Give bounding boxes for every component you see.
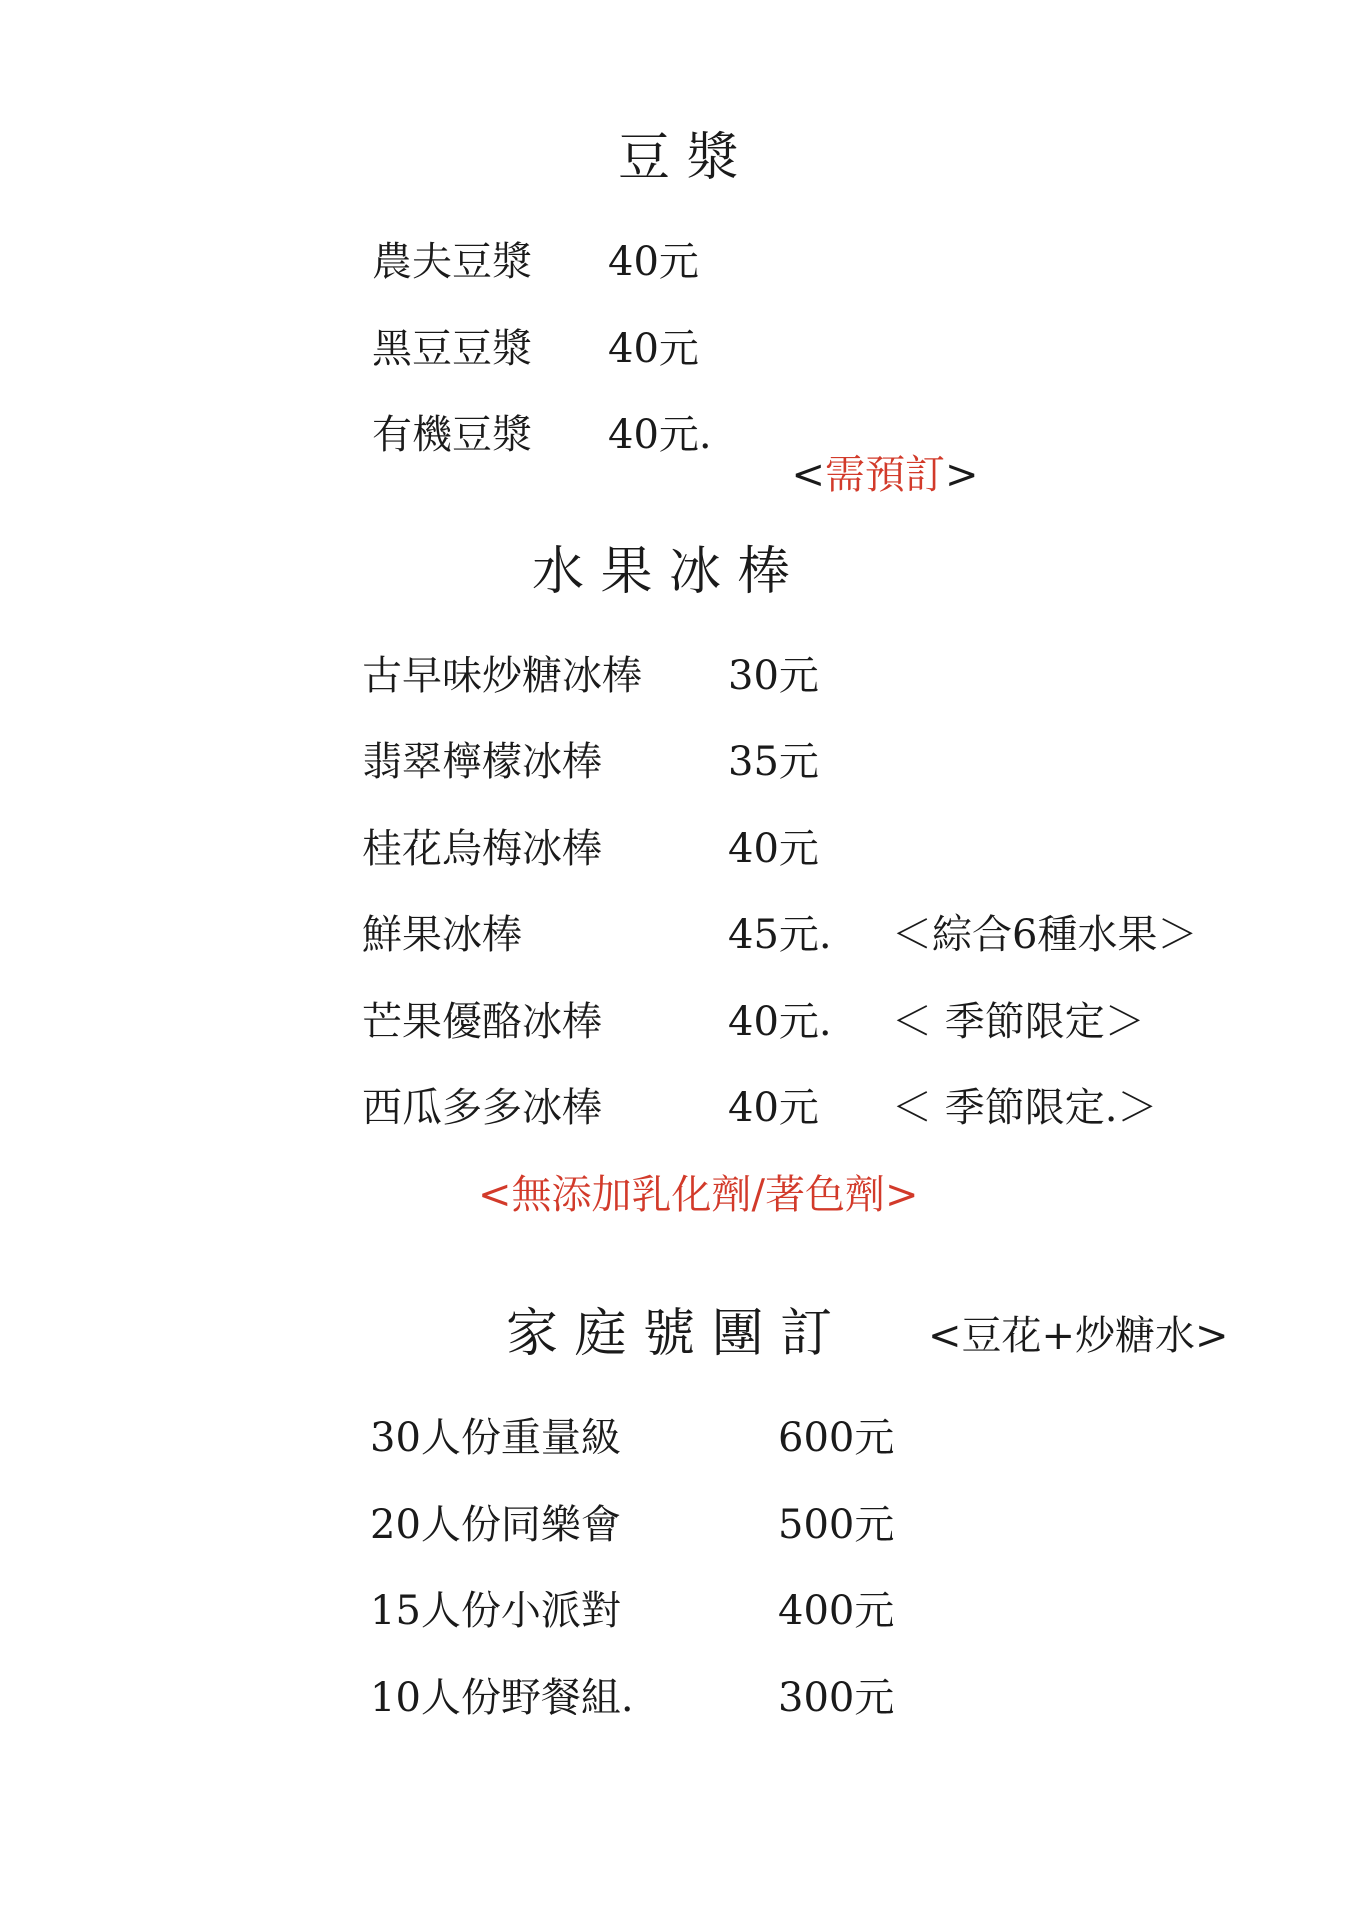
menu-item-price: 35元 <box>728 739 819 785</box>
note-bracket-close: > <box>944 452 979 498</box>
family-order-heading: 家 庭 號 團 訂 <box>506 1304 833 1364</box>
ice-pops-heading: 水 果 冰 棒 <box>532 542 790 602</box>
menu-item-name: 古早味炒糖冰棒 <box>362 653 642 699</box>
menu-item-name: 桂花烏梅冰棒 <box>362 826 602 872</box>
menu-item-name: 10人份野餐組. <box>370 1675 634 1721</box>
menu-item-name: 有機豆漿 <box>372 412 532 458</box>
menu-item-name: 15人份小派對 <box>370 1588 621 1634</box>
menu-item-price: 500元 <box>778 1502 895 1548</box>
menu-item-price: 30元 <box>728 653 819 699</box>
menu-item-name: 翡翠檸檬冰棒 <box>362 739 602 785</box>
menu-item-price: 40元 <box>728 1085 819 1131</box>
menu-item-note: ＜ 季節限定.＞ <box>892 1085 1158 1131</box>
menu-item-note <box>766 415 979 498</box>
no-additives-note: <無添加乳化劑/著色劑> <box>478 1172 919 1218</box>
menu-item-name: 鮮果冰棒 <box>362 912 522 958</box>
note-bracket-open: < <box>791 452 825 498</box>
menu-item-price: 40元. <box>728 999 832 1045</box>
soy-milk-heading: 豆 漿 <box>618 128 739 188</box>
menu-item-price: 40元 <box>608 326 699 372</box>
menu-item-name: 20人份同樂會 <box>370 1502 621 1548</box>
menu-item-note: ＜綜合6種水果＞ <box>892 912 1198 958</box>
menu-item-price: 600元 <box>778 1415 895 1461</box>
menu-item-price: 40元 <box>608 239 699 285</box>
menu-item-name: 黑豆豆漿 <box>372 326 532 372</box>
menu-item-price: 40元 <box>728 826 819 872</box>
menu-item-name: 30人份重量級 <box>370 1415 621 1461</box>
menu-item-name: 西瓜多多冰棒 <box>362 1085 602 1131</box>
menu-item-price: 300元 <box>778 1675 895 1721</box>
menu-item-price: 40元. <box>608 412 712 458</box>
menu-item-note: ＜ 季節限定＞ <box>892 999 1145 1045</box>
family-order-subheading: <豆花+炒糖水> <box>928 1313 1229 1359</box>
menu-item-price: 45元. <box>728 912 832 958</box>
menu-item-name: 農夫豆漿 <box>372 239 532 285</box>
preorder-note: 需預訂 <box>824 452 945 498</box>
menu-item-price: 400元 <box>778 1588 895 1634</box>
menu-item-name: 芒果優酪冰棒 <box>362 999 602 1045</box>
